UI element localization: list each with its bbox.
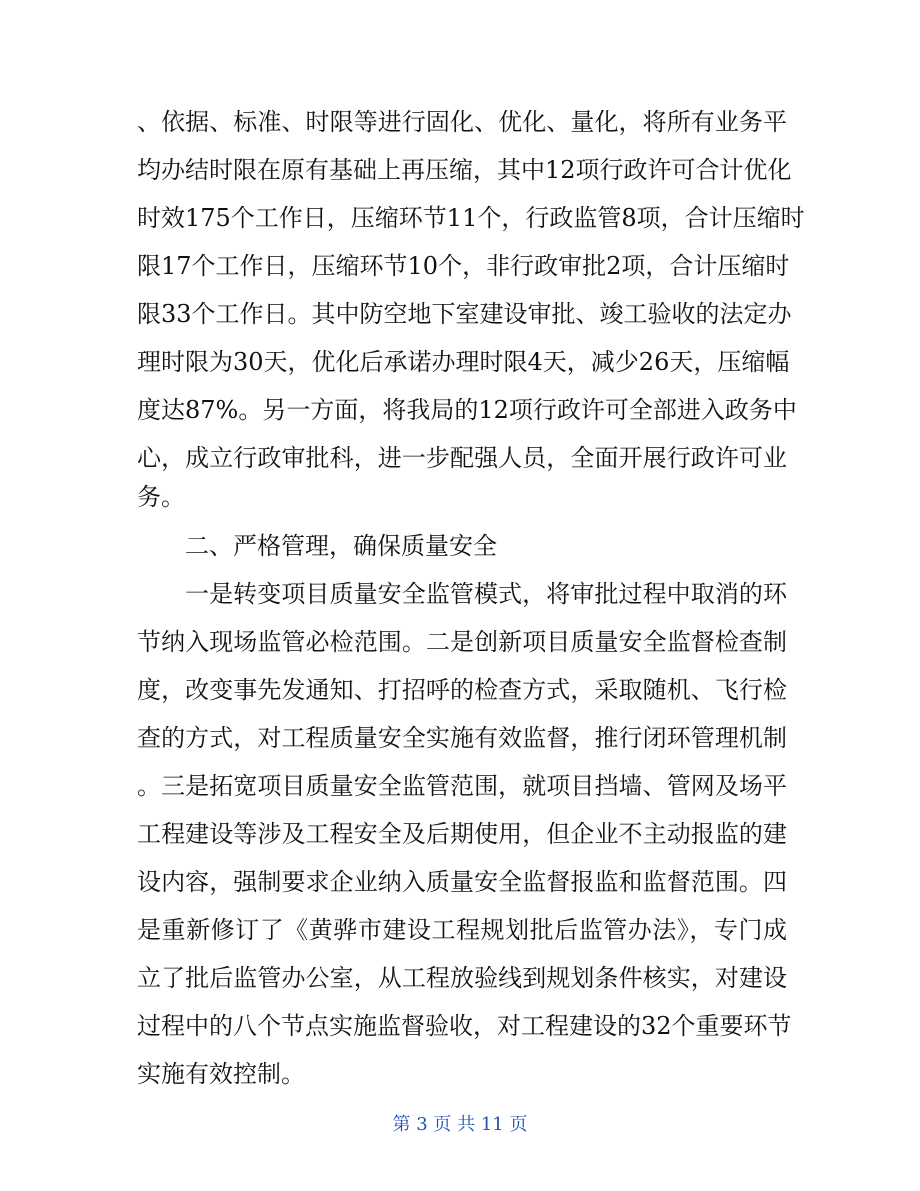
body-text-line: 。三是拓宽项目质量安全监管范围，就项目挡墙、管网及场平 (137, 772, 787, 800)
body-text-line: 度，改变事先发通知、打招呼的检查方式，采取随机、飞行检 (137, 676, 787, 704)
body-text-line: 务。 (137, 483, 185, 511)
body-text-line: 限17个工作日，压缩环节10个，非行政审批2项，合计压缩时 (137, 252, 790, 280)
body-text-line: 、依据、标准、时限等进行固化、优化、量化，将所有业务平 (137, 108, 787, 136)
body-text-line: 查的方式，对工程质量安全实施有效监督，推行闭环管理机制 (137, 724, 787, 752)
body-text-line: 节纳入现场监管必检范围。二是创新项目质量安全监督检查制 (137, 628, 787, 656)
body-text-line: 理时限为30天，优化后承诺办理时限4天，减少26天，压缩幅 (137, 348, 790, 376)
body-text-line: 是重新修订了《黄骅市建设工程规划批后监管办法》，专门成 (137, 916, 787, 944)
body-text-line: 时效175个工作日，压缩环节11个，行政监管8项，合计压缩时 (137, 204, 805, 232)
body-text-line: 工程建设等涉及工程安全及后期使用，但企业不主动报监的建 (137, 820, 787, 848)
body-text-line: 度达87%。另一方面，将我局的12项行政许可全部进入政务中 (137, 396, 797, 424)
body-text-line: 立了批后监管办公室，从工程放验线到规划条件核实，对建设 (137, 964, 787, 992)
body-text-line: 过程中的八个节点实施监督验收，对工程建设的32个重要环节 (137, 1012, 792, 1040)
body-text-line: 限33个工作日。其中防空地下室建设审批、竣工验收的法定办 (137, 300, 792, 328)
page-number-footer: 第 3 页 共 11 页 (392, 1114, 528, 1135)
body-text-line: 均办结时限在原有基础上再压缩，其中12项行政许可合计优化 (137, 156, 792, 184)
body-text-line: 心，成立行政审批科，进一步配强人员，全面开展行政许可业 (137, 444, 787, 472)
body-text-line: 设内容，强制要求企业纳入质量安全监督报监和监督范围。四 (137, 868, 787, 896)
body-text-line: 实施有效控制。 (137, 1060, 305, 1088)
section-heading: 二、严格管理，确保质量安全 (185, 532, 497, 560)
body-text-line: 一是转变项目质量安全监管模式，将审批过程中取消的环 (185, 580, 787, 608)
